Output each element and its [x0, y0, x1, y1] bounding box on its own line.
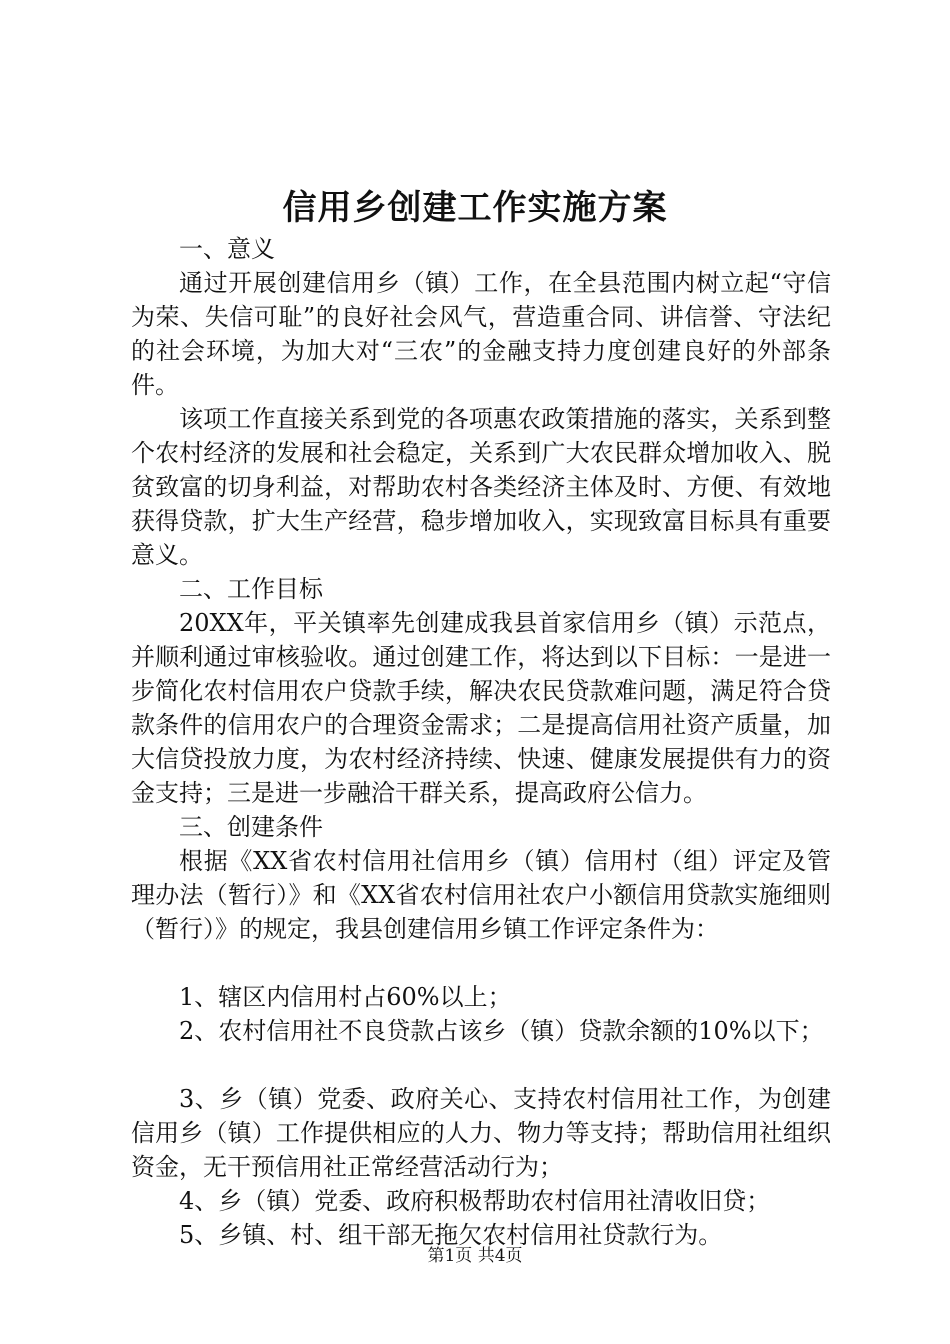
- page-number-footer: 第1页 共4页: [427, 1246, 523, 1266]
- paragraph-significance-2: 该项工作直接关系到党的各项惠农政策措施的落实，关系到整个农村经济的发展和社会稳定，关系到广大农民群众增加收入、脱贫致富的切身利益，对帮助农村各类经济主体及时、方便、有效地获得贷款，扩大生产经营，稳步增加收入，实现致富目标具有重要意义。: [131, 405, 831, 569]
- document-body: [131, 232, 831, 1252]
- condition-item-5: 5、乡镇、村、组干部无拖欠农村信用社贷款行为。: [179, 1221, 723, 1249]
- paragraph-goals: 20XX年，平关镇率先创建成我县首家信用乡（镇）示范点，并顺利通过审核验收。通过创建工作，将达到以下目标：一是进一步简化农村信用农户贷款手续，解决农民贷款难问题，满足符合贷款条件的信用农户的合理资金需求；二是提高信用社资产质量，加大信贷投放力度，为农村经济持续、快速、健康发展提供有力的资金支持；三是进一步融洽干群关系，提高政府公信力。: [131, 609, 831, 807]
- paragraph-conditions: 根据《XX省农村信用社信用乡（镇）信用村（组）评定及管理办法（暂行）》和《XX省农村信用社农户小额信用贷款实施细则（暂行）》的规定，我县创建信用乡镇工作评定条件为：: [131, 847, 831, 943]
- blank-line: [131, 946, 831, 980]
- condition-item-2: 2、农村信用社不良贷款占该乡（镇）贷款余额的10%以下；: [179, 1017, 824, 1045]
- blank-line: [131, 1048, 831, 1082]
- document-title: 信用乡创建工作实施方案: [282, 188, 668, 228]
- paragraph-significance-1: 通过开展创建信用乡（镇）工作，在全县范围内树立起“守信为荣、失信可耻”的良好社会风气，营造重合同、讲信誉、守法纪的社会环境，为加大对“三农”的金融支持力度创建良好的外部条件。: [131, 269, 831, 399]
- section-heading-goals: 二、工作目标: [179, 575, 323, 603]
- section-heading-conditions: 三、创建条件: [179, 813, 323, 841]
- section-heading-significance: 一、意义: [179, 235, 275, 263]
- condition-item-3: 3、乡（镇）党委、政府关心、支持农村信用社工作，为创建信用乡（镇）工作提供相应的人力、物力等支持；帮助信用社组织资金，无干预信用社正常经营活动行为；: [131, 1085, 831, 1181]
- condition-item-4: 4、乡（镇）党委、政府积极帮助农村信用社清收旧贷；: [179, 1187, 771, 1215]
- condition-item-1: 1、辖区内信用村占60%以上；: [179, 983, 512, 1011]
